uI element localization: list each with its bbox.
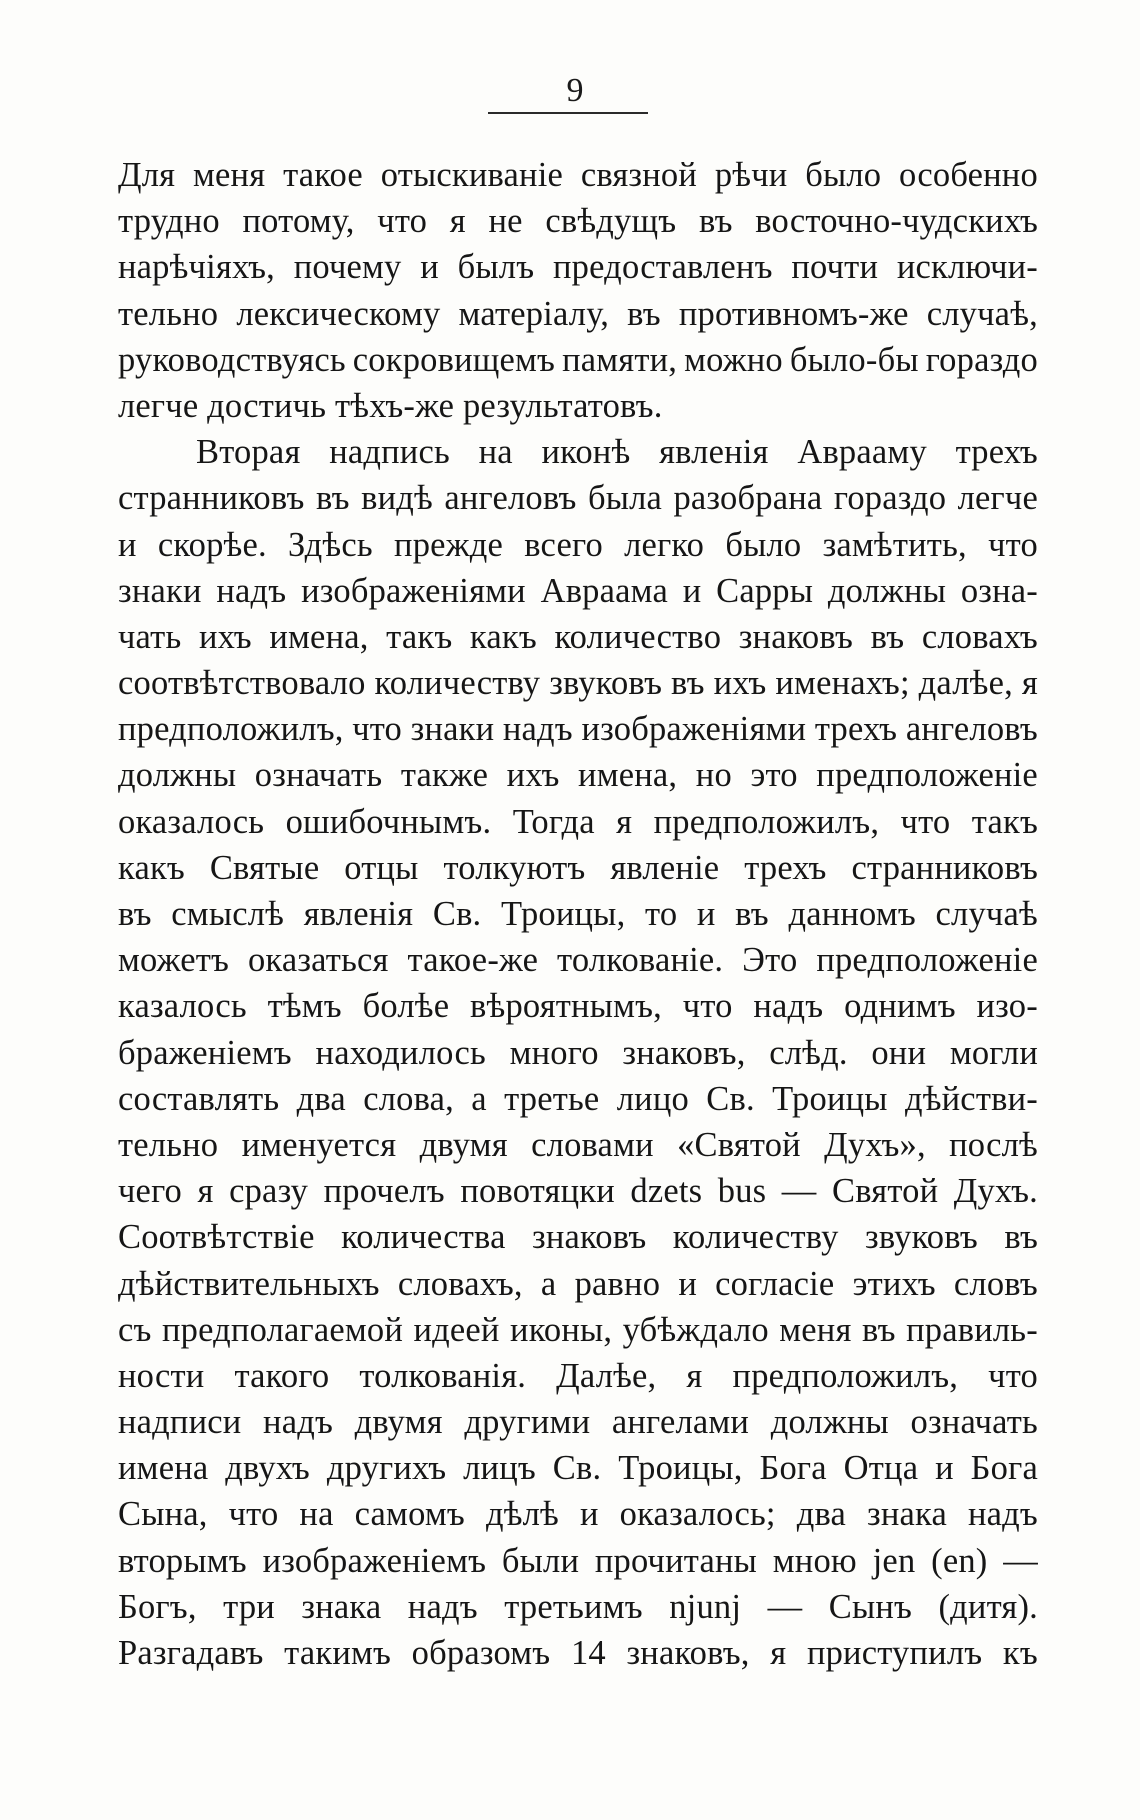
page-number-rule xyxy=(488,112,648,114)
text-line: какъ Святые отцы толкуютъ явленіе трехъ странниковъ xyxy=(118,848,1038,887)
text-line: Разгадавъ такимъ образомъ 14 знаковъ, я приступилъ къ xyxy=(118,1634,1038,1672)
text-line: Богъ, три знака надъ третьимъ njunj — Сынъ (дитя). xyxy=(118,1587,1038,1626)
text-line: ности такого толкованія. Далѣе, я предположилъ, что xyxy=(118,1356,1038,1395)
text-line: тельно лексическому матеріалу, въ противномъ-же случаѣ, xyxy=(118,294,1038,333)
text-line: въ смыслѣ явленія Св. Троицы, то и въ данномъ случаѣ xyxy=(118,895,1038,933)
text-line: Для меня такое отыскиваніе связной рѣчи было особенно xyxy=(118,156,1038,194)
text-line: должны означать также ихъ имена, но это предположеніе xyxy=(118,756,1038,795)
text-line: трудно потому, что я не свѣдущъ въ восточно-чудскихъ xyxy=(118,202,1038,241)
text-line: соотвѣтствовало количеству звуковъ въ ихъ именахъ; далѣе, я xyxy=(118,664,1038,703)
text-line: браженіемъ находилось много знаковъ, слѣд. они могли xyxy=(118,1033,1038,1072)
text-line: предположилъ, что знаки надъ изображеніями трехъ ангеловъ xyxy=(118,710,1038,749)
text-line: чего я сразу прочелъ повотяцки dzets bus — Святой Духъ. xyxy=(118,1172,1038,1211)
text-line: вторымъ изображеніемъ были прочитаны мною jen (en) — xyxy=(118,1541,1038,1580)
page-number: 9 xyxy=(566,72,584,109)
text-line: руководствуясь сокровищемъ памяти, можно было-бы гораздо xyxy=(118,340,1038,379)
text-line: Сына, что на самомъ дѣлѣ и оказалось; два знака надъ xyxy=(118,1495,1038,1534)
text-line: дѣйствительныхъ словахъ, а равно и согласіе этихъ словъ xyxy=(118,1264,1038,1303)
text-line: и скорѣе. Здѣсь прежде всего легко было замѣтить, что xyxy=(118,525,1038,564)
text-line: Вторая надпись на иконѣ явленія Аврааму трехъ xyxy=(196,433,1038,472)
text-line: составлять два слова, а третье лицо Св. Троицы дѣйстви- xyxy=(118,1079,1038,1118)
text-line: странниковъ въ видѣ ангеловъ была разобрана гораздо легче xyxy=(118,479,1038,518)
text-line: надписи надъ двумя другими ангелами должны означать xyxy=(118,1403,1038,1442)
text-line: легче достичь тѣхъ-же результатовъ. xyxy=(118,386,663,425)
text-line: тельно именуется двумя словами «Святой Духъ», послѣ xyxy=(118,1125,1038,1164)
text-line: чать ихъ имена, такъ какъ количество знаковъ въ словахъ xyxy=(118,617,1038,656)
text-line: казалось тѣмъ болѣе вѣроятнымъ, что надъ однимъ изо- xyxy=(118,987,1038,1026)
text-line: имена двухъ другихъ лицъ Св. Троицы, Бога Отца и Бога xyxy=(118,1449,1038,1488)
text-line: знаки надъ изображеніями Авраама и Сарры должны озна- xyxy=(118,571,1038,610)
text-line: можетъ оказаться такое-же толкованіе. Это предположеніе xyxy=(118,941,1038,980)
text-line: съ предполагаемой идеей иконы, убѣждало меня въ правиль- xyxy=(118,1310,1038,1349)
body-text xyxy=(118,152,1038,1676)
text-line: оказалось ошибочнымъ. Тогда я предположилъ, что такъ xyxy=(118,802,1038,841)
text-line: Соотвѣтствіе количества знаковъ количеству звуковъ въ xyxy=(118,1218,1038,1257)
text-line: нарѣчіяхъ, почему и былъ предоставленъ почти исключи- xyxy=(118,248,1038,287)
